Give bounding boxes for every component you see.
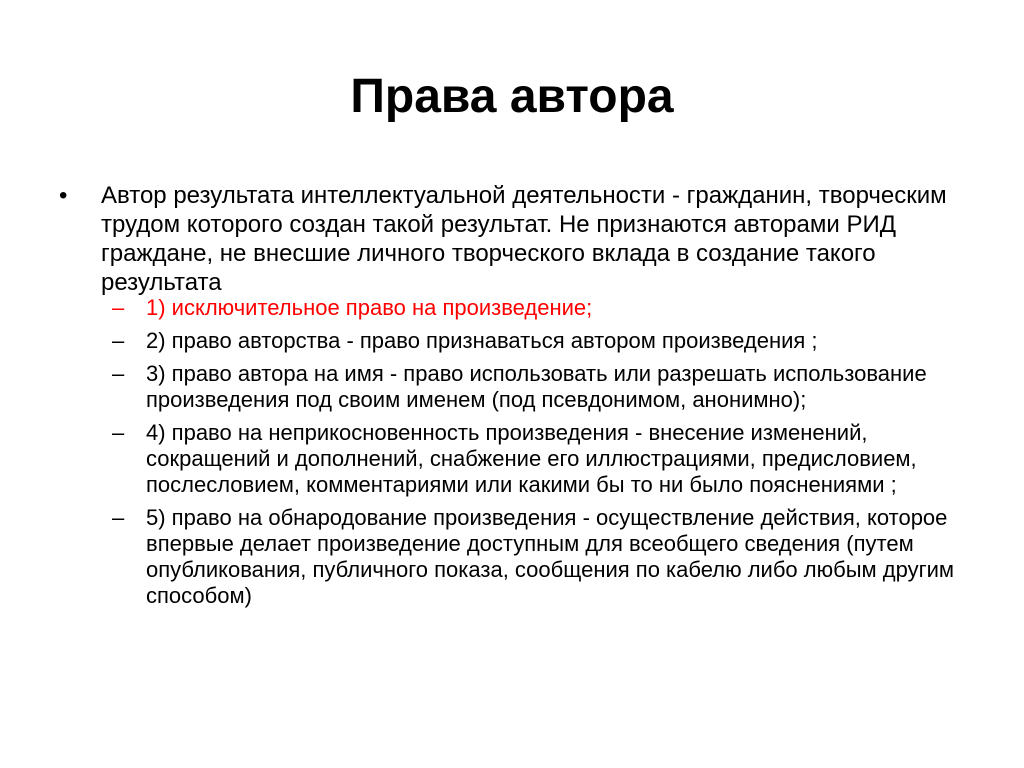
list-item-text: 1) исключительное право на произведение; xyxy=(146,295,593,320)
list-item xyxy=(112,505,972,609)
list-item xyxy=(112,361,972,413)
list-item xyxy=(112,295,972,321)
dash-icon: – xyxy=(112,328,125,353)
dash-icon: – xyxy=(112,420,125,445)
list-item-text: 4) право на неприкосновенность произведения - внесение изменений, сокращений и дополнений, снабжение его иллюстрациями, предисловием, послесловием, комментариями или какими бы то ни было пояснениями ; xyxy=(146,420,917,497)
list-item-text: 2) право авторства - право признаваться автором произведения ; xyxy=(146,328,818,353)
list-item xyxy=(112,328,972,354)
rights-list xyxy=(112,295,972,616)
dash-icon: – xyxy=(112,505,125,530)
list-item-text: 5) право на обнародование произведения - осуществление действия, которое впервые делает произведение доступным для всеобщего сведения (путем опубликования, публичного показа, сообщения по кабелю либо любым другим способом) xyxy=(146,505,955,608)
list-item xyxy=(112,420,972,498)
slide-title: Права автора xyxy=(350,70,674,123)
list-item-text: 3) право автора на имя - право использовать или разрешать использование произведения под своим именем (под псевдонимом, анонимно); xyxy=(146,361,927,412)
main-bullet-text: Автор результата интеллектуальной деятельности - гражданин, творческим трудом которого создан такой результат. Не признаются авторами РИД граждане, не внесшие личного творческого вклада в создание такого результата xyxy=(101,182,947,296)
dash-icon: – xyxy=(112,361,125,386)
dash-icon: – xyxy=(112,295,125,320)
bullet-icon: • xyxy=(59,182,68,209)
